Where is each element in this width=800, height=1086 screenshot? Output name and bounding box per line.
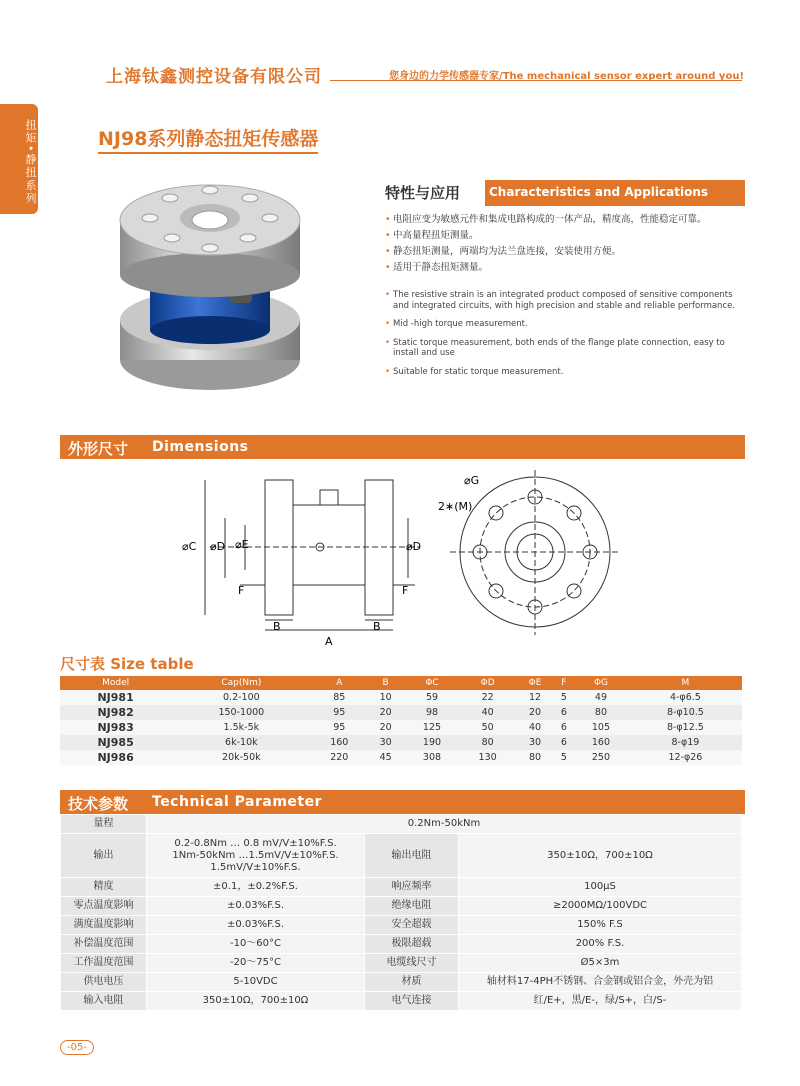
size-cell: 95 [311, 720, 367, 735]
size-col-header: Cap(Nm) [171, 676, 311, 690]
size-table-row [60, 705, 742, 720]
product-title: NJ98系列静态扭矩传感器 [98, 124, 318, 154]
size-col-header: ΦD [460, 676, 516, 690]
dimensions-title-en: Dimensions [152, 439, 249, 455]
feature-item-en: • Mid -high torque measurement. [385, 319, 745, 330]
dim-label-a: A [325, 635, 333, 648]
size-cell: 130 [460, 750, 516, 765]
tech-value: 350±10Ω，700±10Ω [459, 834, 742, 878]
size-cell: 125 [404, 720, 460, 735]
dimensions-header [60, 435, 745, 459]
tech-value-output [147, 834, 365, 878]
size-col-header: F [555, 676, 574, 690]
size-table-row [60, 690, 742, 705]
model-cell: NJ985 [60, 735, 171, 750]
size-cell: 80 [460, 735, 516, 750]
size-cell: 20 [367, 705, 404, 720]
tech-header [60, 790, 745, 814]
tech-row [61, 815, 742, 834]
dim-label-d2: ⌀D [406, 540, 422, 553]
size-cell: 6 [555, 720, 574, 735]
tech-value: -20～75°C [147, 954, 365, 973]
size-cell: 1.5k-5k [171, 720, 311, 735]
dimension-drawing [180, 470, 620, 650]
size-cell: 190 [404, 735, 460, 750]
size-table-row [60, 750, 742, 765]
size-col-header: ΦC [404, 676, 460, 690]
size-col-header: ΦE [515, 676, 554, 690]
size-cell: 50 [460, 720, 516, 735]
tech-key: 输入电阻 [61, 992, 147, 1011]
tech-row [61, 916, 742, 935]
size-cell: 80 [515, 750, 554, 765]
tech-key: 安全超载 [365, 916, 459, 935]
feature-item: • 电阻应变为敏感元件和集成电路构成的一体产品，精度高，性能稳定可靠。 [385, 212, 745, 228]
size-cell: 95 [311, 705, 367, 720]
side-category-tab: 扭矩•静扭系列 [0, 104, 38, 214]
size-cell: 6k-10k [171, 735, 311, 750]
tech-key: 供电电压 [61, 973, 147, 992]
product-image [110, 180, 310, 395]
tech-value: 0.2Nm-50kNm [147, 815, 742, 834]
tech-key: 工作温度范围 [61, 954, 147, 973]
size-col-header: Model [60, 676, 171, 690]
dim-label-g: ⌀G [464, 474, 480, 487]
size-cell: 6 [555, 735, 574, 750]
size-cell: 12 [515, 690, 554, 705]
features-title-zh: 特性与应用 [385, 180, 464, 206]
tech-row [61, 878, 742, 897]
tech-key: 补偿温度范围 [61, 935, 147, 954]
tech-key: 电气连接 [365, 992, 459, 1011]
dim-label-m: 2∗(M) [438, 500, 473, 513]
size-cell: 105 [573, 720, 629, 735]
features-list-en [385, 290, 745, 385]
size-cell: 22 [460, 690, 516, 705]
size-cell: 49 [573, 690, 629, 705]
size-cell: 80 [573, 705, 629, 720]
dim-label-b2: B [373, 620, 381, 633]
tech-key: 量程 [61, 815, 147, 834]
size-cell: 85 [311, 690, 367, 705]
tech-title-zh: 技术参数 [68, 795, 129, 813]
dim-label-e: ⌀E [235, 538, 249, 551]
size-cell: 98 [404, 705, 460, 720]
size-cell: 20 [367, 720, 404, 735]
features-header [385, 180, 745, 206]
tech-title-en: Technical Parameter [152, 794, 322, 810]
tech-row [61, 973, 742, 992]
size-cell: 8-φ10.5 [629, 705, 742, 720]
size-cell: 20k-50k [171, 750, 311, 765]
tech-value: 轴材料17-4PH不锈钢、合金钢或铝合金，外壳为铝 [459, 973, 742, 992]
size-cell: 250 [573, 750, 629, 765]
output-line: 1.5mV/V±10%F.S. [210, 861, 301, 873]
tech-key: 满度温度影响 [61, 916, 147, 935]
tech-value: 5-10VDC [147, 973, 365, 992]
features-list-zh [385, 212, 745, 276]
tech-value: 200% F.S. [459, 935, 742, 954]
company-name: 上海钛鑫测控设备有限公司 [106, 67, 322, 87]
tech-key: 响应频率 [365, 878, 459, 897]
tech-value: 350±10Ω，700±10Ω [147, 992, 365, 1011]
model-cell: NJ986 [60, 750, 171, 765]
size-cell: 6 [555, 705, 574, 720]
tech-key: 电缆线尺寸 [365, 954, 459, 973]
size-cell: 59 [404, 690, 460, 705]
size-table-header-row [60, 676, 742, 690]
size-table-title: 尺寸表 Size table [60, 655, 194, 673]
size-cell: 10 [367, 690, 404, 705]
size-cell: 5 [555, 690, 574, 705]
tech-table [60, 814, 742, 1011]
tech-value: -10～60°C [147, 935, 365, 954]
model-cell: NJ983 [60, 720, 171, 735]
model-cell: NJ981 [60, 690, 171, 705]
size-table-row [60, 720, 742, 735]
feature-item: • 静态扭矩测量，两端均为法兰盘连接，安装使用方便。 [385, 244, 745, 260]
size-cell: 5 [555, 750, 574, 765]
tech-key: 零点温度影响 [61, 897, 147, 916]
tech-value: Ø5×3m [459, 954, 742, 973]
size-cell: 160 [311, 735, 367, 750]
size-cell: 20 [515, 705, 554, 720]
tech-row [61, 897, 742, 916]
size-cell: 150-1000 [171, 705, 311, 720]
features-title-en: Characteristics and Applications [489, 185, 708, 199]
size-cell: 4-φ6.5 [629, 690, 742, 705]
tech-key: 输出电阻 [365, 834, 459, 878]
dim-label-d: ⌀D [210, 540, 226, 553]
tech-row [61, 935, 742, 954]
size-table-row [60, 735, 742, 750]
size-cell: 0.2-100 [171, 690, 311, 705]
model-cell: NJ982 [60, 705, 171, 720]
tech-value: ±0.03%F.S. [147, 897, 365, 916]
tech-value: ≥2000MΩ/100VDC [459, 897, 742, 916]
feature-item-en: • The resistive strain is an integrated product composed of sensitive components and integrated circuits, with high precision and stable and reliable performance. [385, 290, 745, 311]
tech-row [61, 992, 742, 1011]
tech-row [61, 954, 742, 973]
size-cell: 220 [311, 750, 367, 765]
size-col-header: M [629, 676, 742, 690]
feature-item-en: • Suitable for static torque measurement. [385, 367, 745, 378]
dim-label-f2: F [402, 584, 409, 597]
output-line: 1Nm-50kNm …1.5mV/V±10%F.S. [172, 849, 339, 861]
size-cell: 160 [573, 735, 629, 750]
size-cell: 30 [367, 735, 404, 750]
size-cell: 30 [515, 735, 554, 750]
size-cell: 40 [460, 705, 516, 720]
size-cell: 8-φ19 [629, 735, 742, 750]
feature-item: • 适用于静态扭矩测量。 [385, 260, 745, 276]
tech-key: 极限超载 [365, 935, 459, 954]
page-number: -05- [60, 1040, 94, 1055]
dimensions-title-zh: 外形尺寸 [68, 440, 129, 458]
size-col-header: A [311, 676, 367, 690]
feature-item: • 中高量程扭矩测量。 [385, 228, 745, 244]
size-table [60, 676, 742, 765]
tech-value: 100μS [459, 878, 742, 897]
tech-key: 输出 [61, 834, 147, 878]
tech-value: ±0.1，±0.2%F.S. [147, 878, 365, 897]
size-cell: 40 [515, 720, 554, 735]
size-cell: 12-φ26 [629, 750, 742, 765]
feature-item-en: • Static torque measurement, both ends of the flange plate connection, easy to install and use [385, 338, 745, 359]
size-col-header: B [367, 676, 404, 690]
output-line: 0.2-0.8Nm … 0.8 mV/V±10%F.S. [174, 837, 337, 849]
size-col-header: ΦG [573, 676, 629, 690]
header-slogan: 您身边的力学传感器专家/The mechanical sensor expert around you! [389, 71, 744, 82]
tech-value: 红/E+，黑/E-，绿/S+，白/S- [459, 992, 742, 1011]
dim-label-c: ⌀C [182, 540, 197, 553]
size-cell: 308 [404, 750, 460, 765]
tech-key: 精度 [61, 878, 147, 897]
size-cell: 45 [367, 750, 404, 765]
tech-value: 150% F.S [459, 916, 742, 935]
dim-label-b: B [273, 620, 281, 633]
tech-key: 绝缘电阻 [365, 897, 459, 916]
size-cell: 8-φ12.5 [629, 720, 742, 735]
tech-value: ±0.03%F.S. [147, 916, 365, 935]
dim-label-f: F [238, 584, 245, 597]
tech-row [61, 834, 742, 878]
tech-key: 材质 [365, 973, 459, 992]
